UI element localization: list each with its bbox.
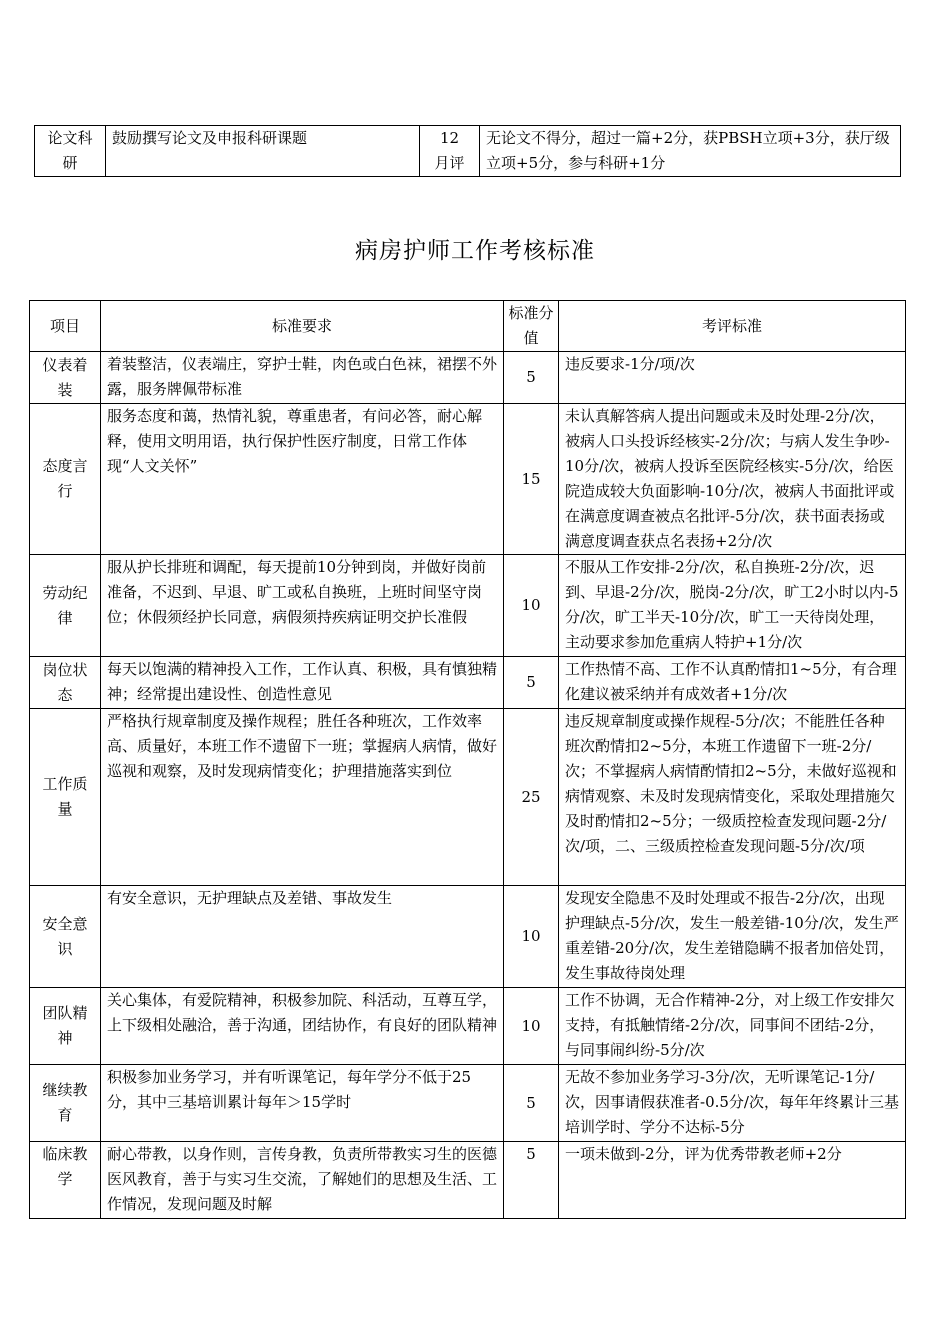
criteria-cell [480,126,901,177]
score-cell: 5 [504,352,559,404]
score-cell [420,126,480,177]
requirement-cell: 严格执行规章制度及操作规程；胜任各种班次，工作效率高、质量好，本班工作不遗留下一班；掌握病人病情，做好巡视和观察，及时发现病情变化；护理措施落实到位 [101,709,504,886]
criteria-cell: 无故不参加业务学习-3分/次，无听课笔记-1分/次，因事请假获准者-0.5分/次，每年年终累计三基培训学时、学分不达标-5分 [559,1065,906,1142]
score-cell: 10 [504,988,559,1065]
table-row [30,1142,906,1219]
item-label: 论文科研 [47,129,93,172]
requirement-text: 鼓励撰写论文及申报科研课题 [112,129,308,147]
criteria-cell: 未认真解答病人提出问题或未及时处理-2分/次，被病人口头投诉经核实-2分/次；与病人发生争吵-10分/次，被病人投诉至医院经核实-5分/次，给医院造成较大负面影响-10分/次，被病人书面批评或在满意度调查被点名批评-5分/次，获书面表扬或满意度调查获点名表扬+2分/次 [559,404,906,555]
top-table [34,125,901,177]
item-cell: 继续教育 [30,1065,101,1142]
score-value: 12 [439,129,460,147]
table-row [30,1065,906,1142]
item-cell: 临床教学 [30,1142,101,1219]
requirement-cell: 每天以饱满的精神投入工作，工作认真、积极，具有慎独精神；经常提出建设性、创造性意见 [101,657,504,709]
requirement-cell: 耐心带教，以身作则，言传身教，负责所带教实习生的医德医风教育，善于与实习生交流，了解她们的思想及生活、工作情况，发现问题及时解 [101,1142,504,1219]
page-title: 病房护师工作考核标准 [355,238,595,264]
criteria-cell: 不服从工作安排-2分/次，私自换班-2分/次，迟到、早退-2分/次，脱岗-2分/次，旷工2小时以内-5分/次，旷工半天-10分/次，旷工一天待岗处理，主动要求参加危重病人特护+1分/次 [559,555,906,657]
table-row [35,126,901,177]
header-requirement: 标准要求 [101,301,504,352]
header-row [30,301,906,352]
header-score: 标准分值 [504,301,559,352]
score-cell: 10 [504,886,559,988]
header-item: 项目 [30,301,101,352]
table-row [30,555,906,657]
score-cell: 10 [504,555,559,657]
item-cell: 岗位状态 [30,657,101,709]
score-cell: 25 [504,709,559,886]
item-cell [35,126,106,177]
requirement-cell: 着装整洁，仪表端庄，穿护士鞋，肉色或白色袜，裙摆不外露，服务牌佩带标准 [101,352,504,404]
table-row [30,352,906,404]
score-note: 月评 [434,154,465,172]
requirement-cell: 服从护长排班和调配，每天提前10分钟到岗，并做好岗前准备，不迟到、早退、旷工或私自换班，上班时间坚守岗位；休假须经护长同意，病假须持疾病证明交护长准假 [101,555,504,657]
criteria-cell: 一项未做到-2分，评为优秀带教老师+2分 [559,1142,906,1219]
item-cell: 工作质量 [30,709,101,886]
table-row [30,404,906,555]
item-cell: 安全意识 [30,886,101,988]
criteria-cell: 违反要求-1分/项/次 [559,352,906,404]
criteria-cell: 工作热情不高、工作不认真酌情扣1~5分，有合理化建议被采纳并有成效者+1分/次 [559,657,906,709]
score-cell: 5 [504,1142,559,1219]
score-cell: 5 [504,1065,559,1142]
table-row [30,988,906,1065]
criteria-cell: 发现安全隐患不及时处理或不报告-2分/次，出现护理缺点-5分/次，发生一般差错-10分/次，发生严重差错-20分/次，发生差错隐瞒不报者加倍处罚，发生事故待岗处理 [559,886,906,988]
score-cell: 5 [504,657,559,709]
header-criteria: 考评标准 [559,301,906,352]
requirement-cell: 有安全意识，无护理缺点及差错、事故发生 [101,886,504,988]
requirement-cell [106,126,420,177]
table-row [30,886,906,988]
criteria-cell: 违反规章制度或操作规程-5分/次；不能胜任各种班次酌情扣2~5分，本班工作遗留下一班-2分/次；不掌握病人病情酌情扣2~5分，未做好巡视和病情观察、未及时发现病情变化，采取处理措施欠及时酌情扣2~5分；一级质控检查发现问题-2分/次/项，二、三级质控检查发现问题-5分/次/项 [559,709,906,886]
table-row [30,709,906,886]
requirement-cell: 关心集体，有爱院精神，积极参加院、科活动，互尊互学，上下级相处融洽，善于沟通，团结协作，有良好的团队精神 [101,988,504,1065]
standards-table [29,300,906,1219]
item-cell: 团队精神 [30,988,101,1065]
requirement-cell: 服务态度和蔼，热情礼貌，尊重患者，有问必答，耐心解释，使用文明用语，执行保护性医疗制度，日常工作体现“人文关怀” [101,404,504,555]
requirement-cell: 积极参加业务学习，并有听课笔记，每年学分不低于25分，其中三基培训累计每年＞15学时 [101,1065,504,1142]
item-cell: 仪表着装 [30,352,101,404]
score-cell: 15 [504,404,559,555]
criteria-text: 无论文不得分，超过一篇+2分，获PBSH立项+3分，获厅级立项+5分，参与科研+1分 [486,129,890,172]
item-cell: 劳动纪律 [30,555,101,657]
item-cell: 态度言行 [30,404,101,555]
table-row [30,657,906,709]
criteria-cell: 工作不协调，无合作精神-2分，对上级工作安排欠支持，有抵触情绪-2分/次，同事间不团结-2分，与同事闹纠纷-5分/次 [559,988,906,1065]
